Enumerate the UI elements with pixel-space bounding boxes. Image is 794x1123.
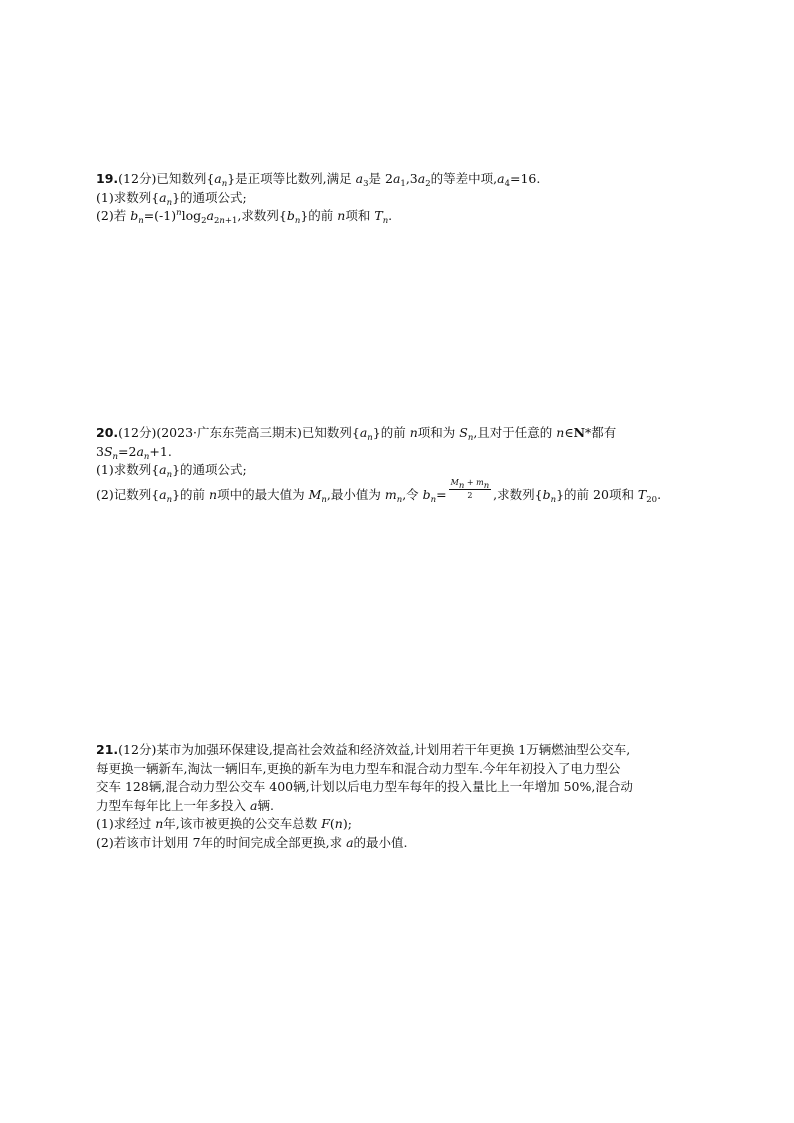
- problem-21-stem-4: 力型车每年比上一年多投入 a辆.: [96, 797, 274, 813]
- fraction: $\frac{M_n + m_n}{2}$: [450, 477, 490, 500]
- problem-20-stem-cont: $3S_n=2a_n+1$.: [96, 443, 172, 462]
- problem-21-stem-2: 每更换一辆新车,淘汰一辆旧车,更换的新车为电力型车和混合动力型车.今年年初投入了电力型公: [96, 760, 621, 776]
- problem-source: (2023·广东东莞高三期末): [156, 425, 302, 440]
- problem-19-part-1: (1)求数列$\{a_n\}$的通项公式;: [96, 189, 247, 208]
- problem-number: 21.: [96, 742, 119, 757]
- problem-number: 19.: [96, 171, 119, 186]
- problem-21-stem-3: 交车 128辆,混合动力型公交车 400辆,计划以后电力型车每年的投入量比上一年增加 50%,混合动: [96, 779, 633, 794]
- problem-20: [96, 424, 706, 507]
- problem-19-part-2: (2)若 $b_n=(-1)^n\log_2a_{2n+1}$,求数列$\{b_n\}$的前 n项和 $T_n$.: [96, 208, 393, 226]
- problem-number: 20.: [96, 425, 119, 440]
- problem-20-stem: 20.(12分)(2023·广东东莞高三期末)已知数列$\{a_n\}$的前 n项和为 $S_n$,且对于任意的 n∈N*都有: [96, 425, 617, 443]
- problem-21-stem-1: 21.(12分)某市为加强环保建设,提高社会效益和经济效益,计划用若干年更换 1万辆燃油型公交车,: [96, 742, 631, 757]
- problem-score: (12分): [118, 425, 157, 440]
- problem-20-part-2: (2)记数列$\{a_n\}$的前 n项中的最大值为 $M_n$,最小值为 $m_n$,令 $b_n=$ $\frac{M_n + m_n}{2}$ ,求数列$\{b_n\}$的前 20项和 $T_{20}$.: [96, 477, 662, 505]
- problem-19: [96, 170, 706, 226]
- problem-21: [96, 741, 706, 852]
- problem-19-stem: 19.(12分)已知数列$\{a_n\}$是正项等比数列,满足 $a_3$是 $2a_1,3a_2$的等差中项$,a_4=16$.: [96, 171, 541, 189]
- problem-score: (12分): [118, 742, 157, 757]
- problem-21-part-1: (1)求经过 n年,该市被更换的公交车总数 F(n);: [96, 816, 352, 831]
- problem-score: (12分): [118, 171, 157, 186]
- problem-21-part-2: (2)若该市计划用 7年的时间完成全部更换,求 a的最小值.: [96, 834, 408, 850]
- problem-20-part-1: (1)求数列$\{a_n\}$的通项公式;: [96, 462, 247, 480]
